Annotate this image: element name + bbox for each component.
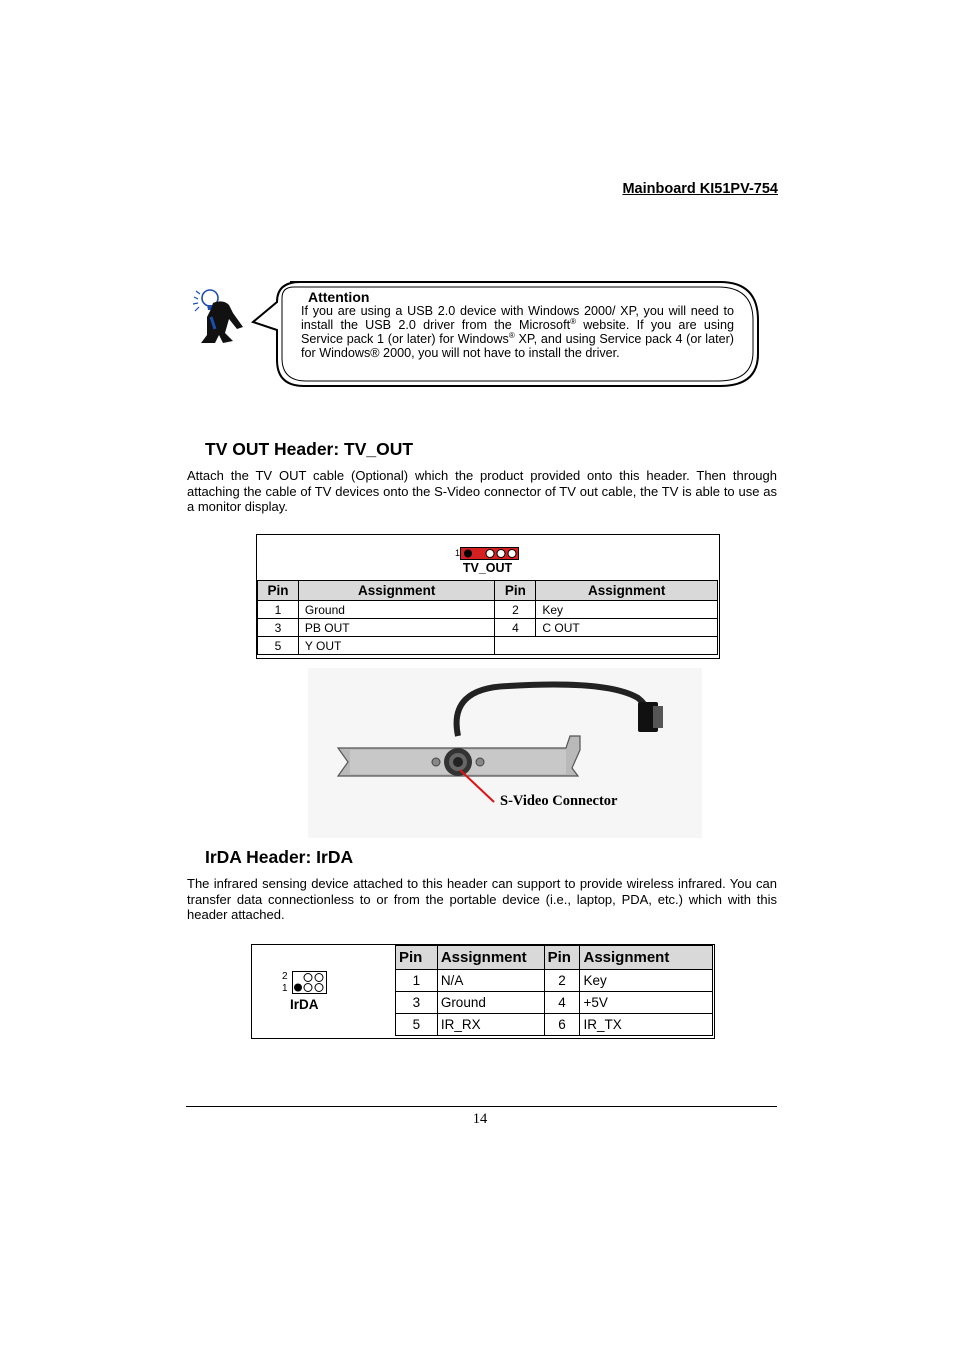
column-header: Assignment (536, 581, 718, 601)
irda-pin-table (395, 945, 713, 1036)
irda-pin-number-1: 1 (282, 983, 288, 994)
assignment-cell: Y OUT (298, 637, 495, 655)
column-header: Assignment (298, 581, 495, 601)
tv-out-connector-icon (460, 547, 520, 561)
table-row (258, 601, 718, 619)
attention-text: If you are using a USB 2.0 device with Windows 2000/ XP, you will need to install the USB 2.0 driver from the Microsoft® website. If you are using Service pack 1 (or later) for Windows® XP, and using Service pack 4 (or later) for Windows® 2000, you will not have to install the driver. (301, 304, 734, 360)
pin-cell: 1 (258, 601, 299, 619)
pin-cell: 6 (544, 1014, 580, 1036)
thinking-person-icon (193, 287, 245, 345)
irda-connector-label: IrDA (290, 997, 319, 1012)
tv-out-pin1-mark: 1 (455, 548, 461, 558)
pin-cell: 3 (396, 992, 438, 1014)
assignment-cell: Key (536, 601, 718, 619)
document-header: Mainboard KI51PV-754 (622, 181, 778, 197)
column-header: Pin (258, 581, 299, 601)
assignment-cell: C OUT (536, 619, 718, 637)
tv-out-cable-photo (308, 668, 702, 838)
column-header: Assignment (580, 946, 713, 970)
pin-cell: 4 (544, 992, 580, 1014)
tv-out-connector-label: TV_OUT (462, 561, 513, 575)
irda-heading: IrDA Header: IrDA (205, 847, 354, 867)
pin-cell: 3 (258, 619, 299, 637)
table-header-row (396, 946, 713, 970)
tv-out-description: Attach the TV OUT cable (Optional) which the product provided onto this header. Then through attaching the cable of TV devices onto the S-Video connector of TV out cable, the TV is able to use as a monitor display. (187, 468, 777, 514)
table-row (396, 1014, 713, 1036)
assignment-cell: +5V (580, 992, 713, 1014)
pin-cell: 2 (544, 970, 580, 992)
table-header-row (258, 581, 718, 601)
tv-out-pin-table (257, 580, 718, 655)
column-header: Pin (544, 946, 580, 970)
assignment-cell: PB OUT (298, 619, 495, 637)
footer-divider (186, 1106, 777, 1107)
irda-description: The infrared sensing device attached to this header can support to provide wireless infrared. You can transfer data connectionless to or from the portable device (i.e., laptop, PDA, etc.) which with this header attached. (187, 876, 777, 922)
pin-cell: 2 (495, 601, 536, 619)
irda-pin-number-2: 2 (282, 971, 288, 982)
pin-cell: 5 (396, 1014, 438, 1036)
table-row (396, 992, 713, 1014)
column-header: Pin (396, 946, 438, 970)
pin-cell: 1 (396, 970, 438, 992)
column-header: Assignment (437, 946, 544, 970)
attention-title: Attention (308, 289, 370, 305)
assignment-cell: Ground (298, 601, 495, 619)
assignment-cell: Key (580, 970, 713, 992)
table-row (258, 619, 718, 637)
pin-cell: 4 (495, 619, 536, 637)
page-number: 14 (472, 1111, 488, 1127)
assignment-cell: IR_TX (580, 1014, 713, 1036)
assignment-cell: Ground (437, 992, 544, 1014)
s-video-connector-caption: S-Video Connector (500, 793, 618, 809)
tv-out-heading: TV OUT Header: TV_OUT (205, 439, 414, 459)
assignment-cell: N/A (437, 970, 544, 992)
empty-cell (495, 637, 718, 655)
table-row (396, 970, 713, 992)
assignment-cell: IR_RX (437, 1014, 544, 1036)
table-row (258, 637, 718, 655)
irda-connector-icon (292, 971, 328, 995)
column-header: Pin (495, 581, 536, 601)
pin-cell: 5 (258, 637, 299, 655)
